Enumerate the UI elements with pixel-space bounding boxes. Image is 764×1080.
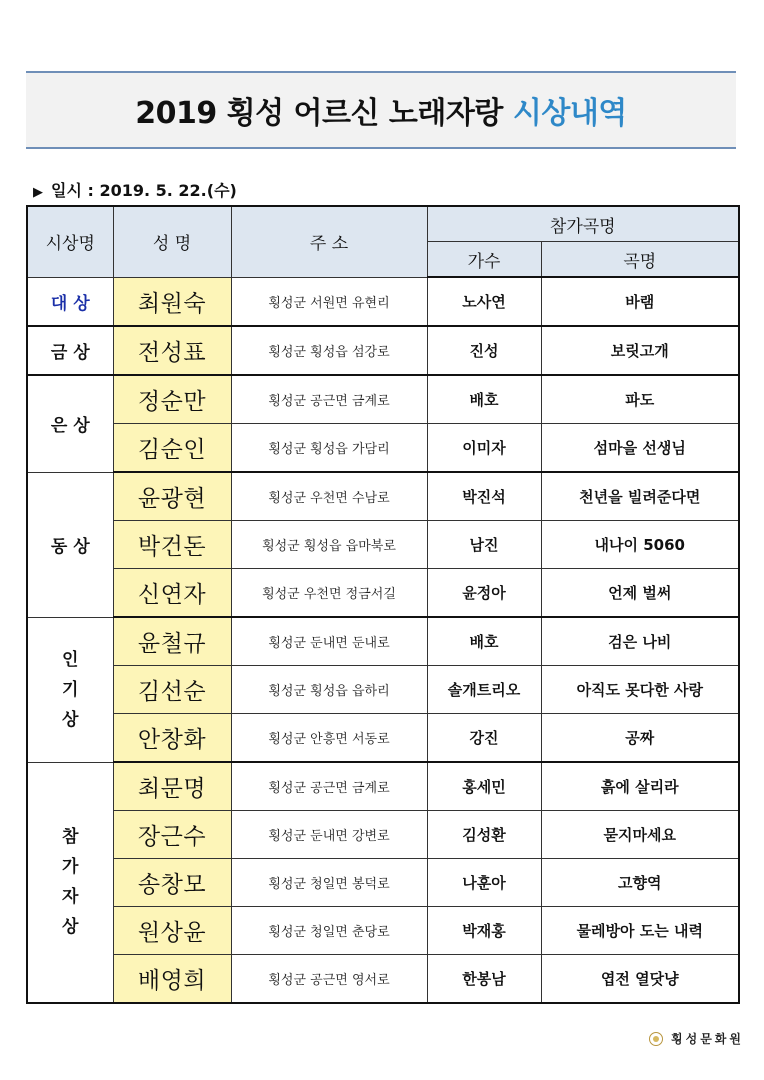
winner-name: 전성표 [113,326,231,375]
winner-name: 원상윤 [113,907,231,955]
song-title: 내나이 5060 [541,521,739,569]
table-row [27,569,739,618]
winner-address: 횡성군 우천면 수남로 [231,472,427,521]
table-row [27,762,739,811]
song-singer: 배호 [427,375,541,424]
award-name: 은 상 [27,375,113,472]
song-singer: 김성환 [427,811,541,859]
table-row [27,375,739,424]
winner-address: 횡성군 공근면 금계로 [231,375,427,424]
arrow-right-icon: ▶ [33,185,43,200]
song-singer: 박진석 [427,472,541,521]
culture-center-logo-icon [649,1032,663,1046]
song-title: 파도 [541,375,739,424]
song-title: 공짜 [541,714,739,763]
song-title: 묻지마세요 [541,811,739,859]
table-row [27,277,739,326]
song-title: 고향역 [541,859,739,907]
winner-address: 횡성군 우천면 정금서길 [231,569,427,618]
winner-name: 윤철규 [113,617,231,666]
winner-address: 횡성군 안흥면 서동로 [231,714,427,763]
winner-name: 송창모 [113,859,231,907]
winner-address: 횡성군 공근면 금계로 [231,762,427,811]
song-singer: 노사연 [427,277,541,326]
winner-name: 배영희 [113,955,231,1004]
awards-table [26,205,740,1004]
winner-name: 윤광현 [113,472,231,521]
table-row [27,811,739,859]
award-name: 대 상 [27,277,113,326]
award-name [27,617,113,762]
song-title: 흙에 살리라 [541,762,739,811]
winner-address: 횡성군 둔내면 강변로 [231,811,427,859]
song-singer: 한봉남 [427,955,541,1004]
header-address: 주 소 [231,206,427,277]
table-body [27,277,739,1003]
table-row [27,424,739,473]
award-name-text: 참 가 자 상 [62,827,79,938]
winner-address: 횡성군 둔내면 둔내로 [231,617,427,666]
table-row [27,955,739,1004]
winner-address: 횡성군 횡성읍 섬강로 [231,326,427,375]
table-header [27,206,739,277]
song-singer: 솔개트리오 [427,666,541,714]
header-name: 성 명 [113,206,231,277]
footer [649,1030,744,1047]
winner-name: 신연자 [113,569,231,618]
winner-name: 정순만 [113,375,231,424]
song-title: 바램 [541,277,739,326]
event-date [33,178,237,201]
winner-address: 횡성군 횡성읍 읍마북로 [231,521,427,569]
winner-name: 김선순 [113,666,231,714]
title-banner [26,71,736,149]
winner-name: 최문명 [113,762,231,811]
song-title: 아직도 못다한 사랑 [541,666,739,714]
header-singer: 가수 [427,242,541,278]
table-row [27,472,739,521]
song-singer: 진성 [427,326,541,375]
page-title: 2019 횡성 어르신 노래자랑 [135,96,503,131]
winner-address: 횡성군 공근면 영서로 [231,955,427,1004]
song-singer: 윤정아 [427,569,541,618]
song-singer: 홍세민 [427,762,541,811]
winner-name: 김순인 [113,424,231,473]
song-title: 언제 벌써 [541,569,739,618]
winner-name: 최원숙 [113,277,231,326]
event-date-text: 일시 : 2019. 5. 22.(수) [51,181,237,200]
winner-address: 횡성군 청일면 춘당로 [231,907,427,955]
table-row [27,714,739,763]
song-title: 보릿고개 [541,326,739,375]
header-song-group: 참가곡명 [427,206,739,242]
table-row [27,521,739,569]
winner-name: 안창화 [113,714,231,763]
table-row [27,859,739,907]
song-singer: 박재홍 [427,907,541,955]
song-singer: 강진 [427,714,541,763]
winner-address: 횡성군 청일면 봉덕로 [231,859,427,907]
song-title: 물레방아 도는 내력 [541,907,739,955]
page-title-accent: 시상내역 [512,96,627,131]
winner-address: 횡성군 횡성읍 가담리 [231,424,427,473]
song-singer: 남진 [427,521,541,569]
award-name [27,762,113,1003]
winner-name: 박건돈 [113,521,231,569]
winner-address: 횡성군 횡성읍 읍하리 [231,666,427,714]
song-title: 엽전 열닷냥 [541,955,739,1004]
table-row [27,326,739,375]
song-title: 섬마을 선생님 [541,424,739,473]
table-row [27,617,739,666]
footer-org: 횡성문화원 [671,1032,744,1046]
song-singer: 배호 [427,617,541,666]
table-row [27,666,739,714]
award-name: 금 상 [27,326,113,375]
header-song: 곡명 [541,242,739,278]
song-title: 천년을 빌려준다면 [541,472,739,521]
song-singer: 나훈아 [427,859,541,907]
header-award: 시상명 [27,206,113,277]
song-title: 검은 나비 [541,617,739,666]
award-name: 동 상 [27,472,113,617]
award-name-text: 인 기 상 [62,649,79,730]
winner-name: 장근수 [113,811,231,859]
table-row [27,907,739,955]
song-singer: 이미자 [427,424,541,473]
winner-address: 횡성군 서원면 유현리 [231,277,427,326]
